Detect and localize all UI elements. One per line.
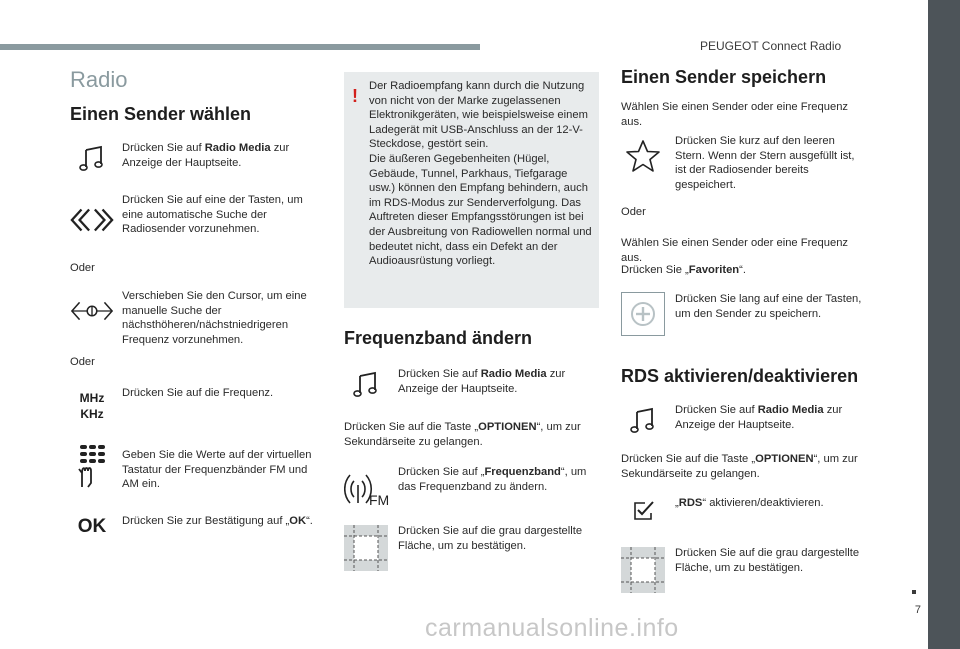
add-preset-icon: [621, 292, 665, 336]
page-number: 7: [914, 604, 921, 616]
step-text: Drücken Sie auf die Frequenz.: [122, 387, 274, 399]
step-text: Drücken Sie auf Radio Media zur Anzeige der Hauptseite.: [675, 404, 843, 431]
page-marker: [912, 590, 916, 594]
step-text: Drücken Sie zur Bestätigung auf „OK“.: [122, 515, 313, 527]
step-text: Drücken Sie auf Radio Media zur Anzeige der Hauptseite.: [398, 368, 566, 395]
grey-area-icon: [621, 546, 665, 594]
step-text: Drücken Sie auf Radio Media zur Anzeige der Hauptseite.: [122, 142, 290, 169]
watermark: carmanualsonline.info: [425, 614, 679, 642]
music-note-icon: [70, 139, 114, 179]
grey-area-icon: [344, 524, 388, 572]
step-text: „RDS“ aktivieren/deaktivieren.: [675, 497, 824, 509]
header-rule: [0, 44, 480, 50]
page-edge-bar: [928, 0, 960, 649]
warning-text: Der Radioempfang kann durch die Nutzung von nicht von der Marke zugelassenen Elektronikgeräten, wie beispielsweise einem Ladegerät mit USB-Anschluss an der 12-V-Steckdose, gestört sein. Die äußeren Gegebenheiten (Hügel, Gebäude, Tunnel, Parkhaus, Tiefgarage usw.) können den Empfang behindern, auch im RDS-Modus zur Senderverfolgung. Das Auftreten dieser Empfangsstörungen ist bei der Ausbreitung von Radiowellen normal und bedeutet nicht, dass ein Defekt an der Audioausrüstung vorliegt.: [369, 80, 592, 268]
ok-icon: OK: [77, 516, 107, 537]
music-note-icon: [344, 365, 388, 405]
paragraph-options: Drücken Sie auf die Taste „OPTIONEN“, um zur Sekundärseite zu gelangen.: [344, 421, 581, 448]
slider-cursor-icon: [70, 291, 114, 331]
warning-icon: !: [352, 86, 358, 106]
or-label: Oder: [70, 356, 95, 368]
heading-rds: RDS aktivieren/deaktivieren: [621, 366, 859, 386]
warning-box: [344, 72, 599, 308]
heading-save-station: Einen Sender speichern: [621, 67, 827, 87]
step-text: Drücken Sie auf eine der Tasten, um eine automatische Suche der Radiosender vorzunehmen.: [122, 194, 303, 236]
heading-select-station: Einen Sender wählen: [70, 104, 252, 124]
seek-arrows-icon: [70, 200, 114, 240]
or-label: Oder: [70, 262, 95, 274]
frequency-icon: MHz KHz: [79, 391, 105, 421]
heading-frequency-band: Frequenzband ändern: [344, 328, 533, 348]
paragraph-options: Drücken Sie auf die Taste „OPTIONEN“, um zur Sekundärseite zu gelangen.: [621, 453, 858, 480]
keypad-touch-icon: [70, 446, 114, 486]
or-label: Oder: [621, 206, 646, 218]
section-title: Radio: [70, 67, 128, 92]
svg-text:FM: FM: [369, 492, 390, 507]
paragraph-select: Wählen Sie einen Sender oder eine Frequenz aus.: [621, 101, 849, 128]
step-text: Drücken Sie lang auf eine der Tasten, um den Sender zu speichern.: [675, 293, 862, 320]
step-text: Drücken Sie kurz auf den leeren Stern. Wenn der Stern ausgefüllt ist, ist der Radiosender bereits gespeichert.: [675, 135, 855, 191]
paragraph-favorites: Drücken Sie „Favoriten“.: [621, 264, 746, 276]
step-text: Drücken Sie auf „Frequenzband“, um das Frequenzband zu ändern.: [398, 466, 587, 493]
step-text: Drücken Sie auf die grau dargestellte Fläche, um zu bestätigen.: [398, 525, 583, 552]
fm-radio-icon: [344, 465, 390, 507]
step-text: Geben Sie die Werte auf der virtuellen Tastatur der Frequenzbänder FM und AM ein.: [122, 449, 312, 491]
header-title: PEUGEOT Connect Radio: [700, 39, 842, 53]
star-icon: [621, 136, 665, 176]
step-text: Drücken Sie auf die grau dargestellte Fläche, um zu bestätigen.: [675, 547, 860, 574]
checkbox-checked-icon: [621, 494, 665, 528]
step-text: Verschieben Sie den Cursor, um eine manuelle Suche der nächsthöheren/nächstniedrigeren Frequenz vorzunehmen.: [122, 290, 307, 346]
paragraph-select: Wählen Sie einen Sender oder eine Frequenz aus.: [621, 237, 849, 264]
music-note-icon: [621, 401, 665, 441]
